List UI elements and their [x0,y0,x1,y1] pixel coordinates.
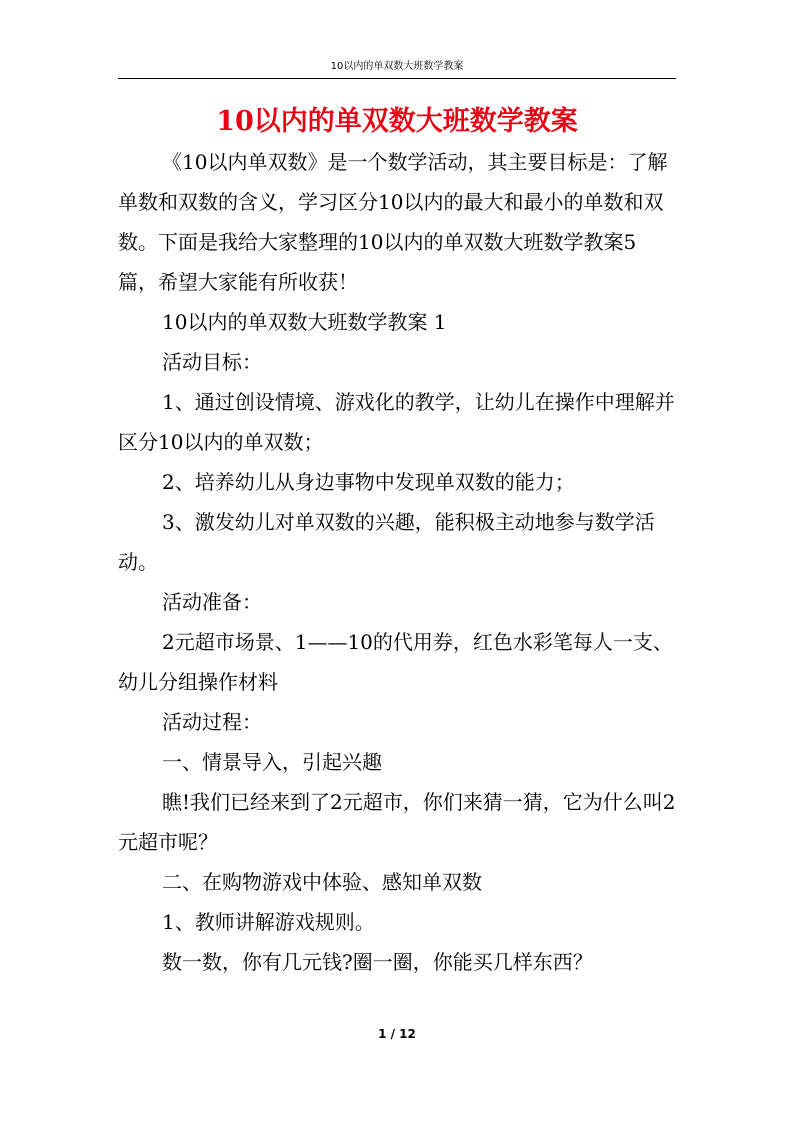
process-step-1-heading: 一、情景导入，引起兴趣 [162,750,382,774]
goal-item-2: 2、培养幼儿从身边事物中发现单双数的能力； [162,470,575,494]
process-heading: 活动过程： [162,710,262,734]
intro-paragraph: 《10以内单双数》是一个数学活动，其主要目标是：了解单数和双数的含义，学习区分10以内的最大和最小的单数和双数。下面是我给大家整理的10以内的单双数大班数学教案5篇，希望大家能有所收获！ [118,150,668,294]
page-number: 1 / 12 [378,1027,416,1041]
process-step-2-item-2: 数一数，你有几元钱?圈一圈，你能买几样东西？ [162,950,593,974]
running-header: 10以内的单双数大班数学教案 [330,61,464,72]
goal-item-3: 3、激发幼儿对单双数的兴趣，能积极主动地参与数学活动。 [118,510,655,574]
document-title: 10以内的单双数大班数学教案 [216,106,578,137]
process-step-2-item-1: 1、教师讲解游戏规则。 [162,910,375,934]
preparation-heading: 活动准备： [162,590,262,614]
header-divider [118,78,676,79]
goal-item-1: 1、通过创设情境、游戏化的教学，让幼儿在操作中理解并区分10以内的单双数； [118,390,675,454]
goals-heading: 活动目标： [162,350,262,374]
section-heading: 10以内的单双数大班数学教案 1 [162,310,447,334]
process-step-1-text: 瞧!我们已经来到了2元超市，你们来猜一猜，它为什么叫2元超市呢？ [118,790,676,854]
document-body [118,142,676,982]
process-step-2-heading: 二、在购物游戏中体验、感知单双数 [162,870,482,894]
preparation-text: 2元超市场景、1——10的代用券，红色水彩笔每人一支、幼儿分组操作材料 [118,630,673,694]
